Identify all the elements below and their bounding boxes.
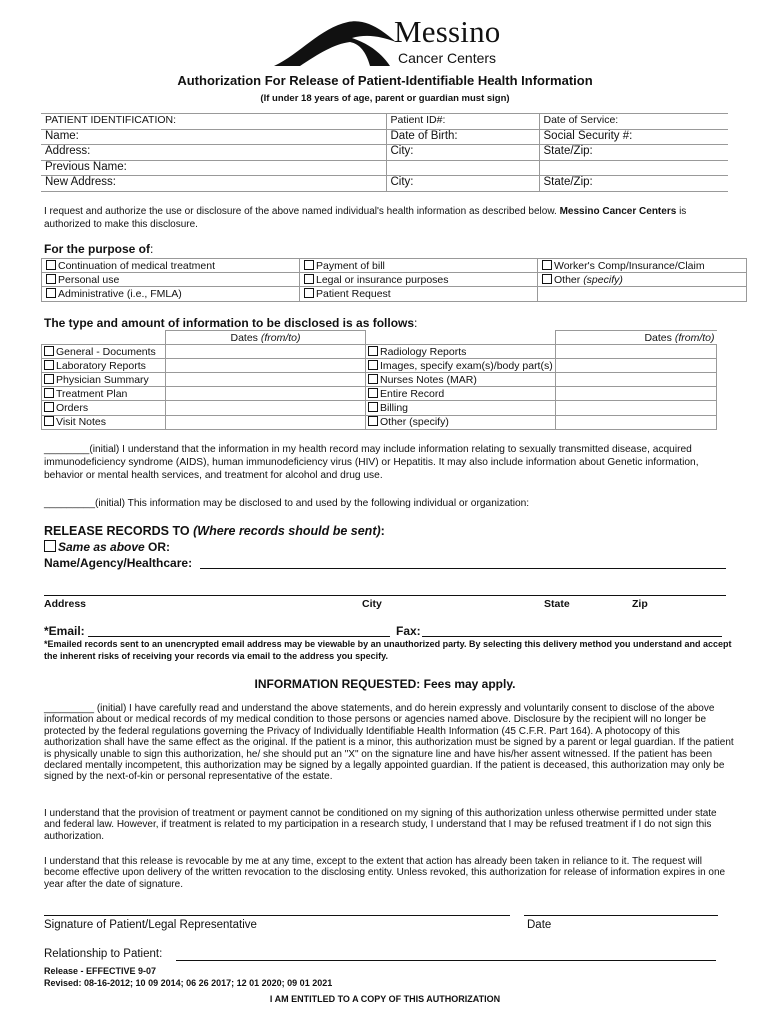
info-type-option[interactable]: Treatment Plan [42, 387, 166, 401]
consent-paragraph[interactable]: _________ (initial) I have carefully read and understand the above statements, and do herein expressly and voluntarily consent to disclose of the above information about or medical records of my medical condition to those persons or agencies named above. Disclosure by the recipient will no longer be protected by the federal regulations governing the Privacy of Individually Identifiable Health Information (45 C.F.R. Part 164). A photocopy of this authorization shall have the same effect as the original. If the patient is a minor, this authorization must be signed by a parent or legal guardian. If the patient is physically unable to sign this authorization, he/ she should put an "X" on the signature line and have his/her assent witnessed. If the patient has been declared mentally incompetent, this authorization may be signed by a legally appointed guardian. If the patient is deceased, this authorization may only be signed by the next-of-kin or personal representative of the estate. [44, 703, 734, 783]
new-city-field[interactable]: City: [386, 176, 539, 192]
checkbox[interactable] [44, 416, 54, 426]
dates-field[interactable] [555, 373, 716, 387]
empty-cell [42, 331, 166, 345]
checkbox[interactable] [542, 274, 552, 284]
info-type-option[interactable]: Other (specify) [366, 415, 556, 429]
checkbox[interactable] [368, 360, 378, 370]
address-label: Address [44, 598, 87, 610]
dates-field[interactable] [555, 359, 716, 373]
checkbox[interactable] [304, 274, 314, 284]
zip-label: Zip [632, 598, 648, 610]
city-field[interactable]: City: [386, 145, 539, 161]
purpose-option[interactable]: Continuation of medical treatment [42, 259, 300, 273]
empty-cell [539, 160, 728, 176]
request-text: I request and authorize the use or disclosure of the above named individual's health information as described below. [44, 206, 557, 217]
logo [270, 14, 510, 70]
date-of-service-label[interactable]: Date of Service: [539, 114, 728, 130]
same-as-above-option[interactable]: Same as above OR: [44, 540, 170, 554]
state-zip-field[interactable]: State/Zip: [539, 145, 728, 161]
request-tail: is authorized to make this disclosure. [44, 206, 687, 230]
dates-field[interactable] [555, 415, 716, 429]
checkbox[interactable] [542, 260, 552, 270]
address-line-field[interactable] [44, 595, 726, 596]
patient-id-label[interactable]: Patient ID#: [386, 114, 539, 130]
initial-statement-1[interactable]: ________(initial) I understand that the information in my health record may include information relating to sexually transmitted disease, acquired immunodeficiency syndrome (AIDS), human immunodeficiency virus (HIV) or Hepatitis. It may also include information about Genetic information, behavior or mental health services, and treatment for alcohol and drug use. [44, 444, 699, 481]
checkbox[interactable] [44, 346, 54, 356]
info-type-option[interactable]: General - Documents [42, 345, 166, 359]
checkbox[interactable] [368, 346, 378, 356]
empty-cell [538, 287, 747, 301]
footer-revised: Revised: 08-16-2012; 10 09 2014; 06 26 2017; 12 01 2020; 09 01 2021 [44, 978, 333, 988]
name-field[interactable]: Name: [41, 129, 386, 145]
information-requested-heading: INFORMATION REQUESTED: Fees may apply. [254, 677, 516, 691]
purpose-option[interactable]: Personal use [42, 273, 300, 287]
empty-cell [386, 160, 539, 176]
checkbox[interactable] [368, 388, 378, 398]
empty-cell [366, 331, 556, 345]
email-note: *Emailed records sent to an unencrypted email address may be viewable by an unauthorized party. By selecting this delivery method you understand and accept the inherent risks of receiving your records via email to the address you specify. [44, 639, 732, 662]
checkbox[interactable] [44, 388, 54, 398]
name-agency-label: Name/Agency/Healthcare: [44, 556, 193, 570]
purpose-option[interactable]: Administrative (i.e., FMLA) [42, 287, 300, 301]
purpose-option[interactable]: Patient Request [300, 287, 538, 301]
new-address-field[interactable]: New Address: [41, 176, 386, 192]
new-state-zip-field[interactable]: State/Zip: [539, 176, 728, 192]
info-type-option[interactable]: Billing [366, 401, 556, 415]
info-type-option[interactable]: Laboratory Reports [42, 359, 166, 373]
info-type-option[interactable]: Images, specify exam(s)/body part(s) [366, 359, 556, 373]
dates-field[interactable] [555, 345, 716, 359]
form-title: Authorization For Release of Patient-Identifiable Health Information [177, 73, 593, 88]
address-field[interactable]: Address: [41, 145, 386, 161]
fax-field[interactable] [422, 636, 722, 637]
info-type-option[interactable]: Orders [42, 401, 166, 415]
dates-field[interactable] [555, 401, 716, 415]
ssn-field[interactable]: Social Security #: [539, 129, 728, 145]
logo-name: Messino [394, 14, 501, 49]
info-type-option[interactable]: Nurses Notes (MAR) [366, 373, 556, 387]
dates-field[interactable] [166, 415, 366, 429]
previous-name-field[interactable]: Previous Name: [41, 160, 386, 176]
information-types-table [41, 330, 717, 430]
logo-subtitle: Cancer Centers [398, 50, 497, 66]
checkbox[interactable] [44, 402, 54, 412]
info-type-option[interactable]: Physician Summary [42, 373, 166, 387]
dates-header: Dates (from/to) [555, 331, 716, 345]
footer-copy-notice: I AM ENTITLED TO A COPY OF THIS AUTHORIZATION [269, 994, 501, 1004]
treatment-paragraph: I understand that the provision of treatment or payment cannot be conditioned on my signing of this authorization unless otherwise permitted under state and federal law. However, if treatment is related to my participation in a research study, I understand that I may be refused treatment if I do not sign this authorization. [44, 808, 717, 842]
mountain-logo-icon [270, 14, 400, 70]
checkbox[interactable] [44, 360, 54, 370]
purpose-option[interactable]: Other (specify) [538, 273, 747, 287]
info-type-option[interactable]: Visit Notes [42, 415, 166, 429]
initial-statement-2[interactable]: _________(initial) This information may be disclosed to and used by the following individual or organization: [44, 498, 530, 509]
date-label: Date [527, 919, 552, 931]
dates-field[interactable] [166, 387, 366, 401]
signature-field[interactable] [44, 915, 510, 916]
checkbox[interactable] [368, 402, 378, 412]
purpose-option[interactable]: Worker's Comp/Insurance/Claim [538, 259, 747, 273]
release-heading: RELEASE RECORDS TO (Where records should be sent): [44, 524, 385, 538]
dates-field[interactable] [555, 387, 716, 401]
state-label: State [544, 598, 570, 610]
fax-label: Fax: [396, 624, 421, 638]
date-of-birth-field[interactable]: Date of Birth: [386, 129, 539, 145]
form-subtitle: (If under 18 years of age, parent or guardian must sign) [260, 93, 510, 104]
date-field[interactable] [524, 915, 718, 916]
info-type-option[interactable]: Radiology Reports [366, 345, 556, 359]
purpose-option[interactable]: Payment of bill [300, 259, 538, 273]
checkbox[interactable] [304, 260, 314, 270]
dates-field[interactable] [166, 401, 366, 415]
checkbox[interactable] [46, 288, 56, 298]
purpose-table [41, 258, 747, 302]
signature-label: Signature of Patient/Legal Representative [44, 919, 257, 931]
checkbox[interactable] [368, 374, 378, 384]
purpose-option[interactable]: Legal or insurance purposes [300, 273, 538, 287]
revocation-paragraph: I understand that this release is revocable by me at any time, except to the extent that action has already been taken in reliance to it. The request will become effective upon delivery of the written revocation to the disclosing entity. Unless revoked, this authorization for release of information expires in one year after the date of signature. [44, 856, 726, 890]
email-field[interactable] [88, 636, 390, 637]
checkbox[interactable] [304, 288, 314, 298]
name-agency-field[interactable] [200, 568, 726, 569]
request-organization: Messino Cancer Centers [559, 206, 677, 217]
patient-identification-heading: PATIENT IDENTIFICATION: [41, 114, 386, 130]
info-type-option[interactable]: Entire Record [366, 387, 556, 401]
checkbox[interactable] [46, 260, 56, 270]
dates-field[interactable] [166, 373, 366, 387]
request-paragraph [44, 206, 734, 232]
types-heading: The type and amount of information to be disclosed is as follows: [44, 316, 418, 330]
relationship-field[interactable] [176, 960, 716, 961]
checkbox[interactable] [368, 416, 378, 426]
email-label: *Email: [44, 624, 85, 638]
patient-identification-table [41, 113, 728, 192]
relationship-label: Relationship to Patient: [44, 948, 163, 960]
dates-field[interactable] [166, 345, 366, 359]
purpose-heading: For the purpose of: [44, 242, 154, 256]
dates-field[interactable] [166, 359, 366, 373]
city-label: City [362, 598, 382, 610]
checkbox[interactable] [44, 540, 56, 552]
checkbox[interactable] [44, 374, 54, 384]
footer-effective: Release - EFFECTIVE 9-07 [44, 966, 157, 976]
checkbox[interactable] [46, 274, 56, 284]
dates-header: Dates (from/to) [166, 331, 366, 345]
